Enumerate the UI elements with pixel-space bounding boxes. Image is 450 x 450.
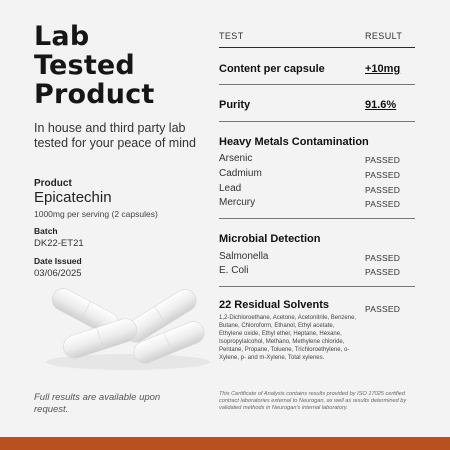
- product-label: Product: [34, 178, 72, 189]
- purity-value: 91.6%: [365, 99, 397, 111]
- page-title: [34, 22, 155, 109]
- intro-text: In house and third party lab tested for your peace of mind: [34, 121, 196, 150]
- disclaimer-text: This Certificate of Analysis contains results provided by ISO 17025 certified contract laboratories external to Neurogan, as well as results determined by validated methods in Neurogan's internal laboratory.: [219, 391, 407, 411]
- title-line-2: Tested: [34, 50, 135, 81]
- date-value: 03/06/2025: [34, 268, 82, 279]
- microbial-title: Microbial Detection: [219, 233, 321, 245]
- heavy-metals-title: Heavy Metals Contamination: [219, 136, 369, 148]
- product-name: Epicatechin: [34, 189, 112, 206]
- column-header-result: RESULT: [365, 31, 403, 41]
- divider: [219, 121, 415, 122]
- ecoli-result: PASSED: [365, 267, 401, 277]
- title-line-1: Lab: [34, 21, 90, 52]
- purity-label: Purity: [219, 99, 251, 111]
- content-value: +10mg: [365, 63, 401, 75]
- salmonella-label: Salmonella: [219, 251, 269, 262]
- product-serving: 1000mg per serving (2 capsules): [34, 209, 158, 219]
- arsenic-result: PASSED: [365, 155, 401, 165]
- ecoli-label: E. Coli: [219, 265, 249, 276]
- batch-value: DK22-ET21: [34, 238, 84, 249]
- lead-label: Lead: [219, 183, 242, 194]
- arsenic-label: Arsenic: [219, 153, 253, 164]
- divider: [219, 286, 415, 287]
- content-label: Content per capsule: [219, 63, 325, 75]
- divider: [219, 218, 415, 219]
- cadmium-label: Cadmium: [219, 168, 262, 179]
- mercury-result: PASSED: [365, 199, 401, 209]
- divider: [219, 84, 415, 85]
- header-divider: [219, 47, 415, 48]
- date-label: Date Issued: [34, 256, 82, 266]
- batch-label: Batch: [34, 226, 58, 236]
- cadmium-result: PASSED: [365, 170, 401, 180]
- salmonella-result: PASSED: [365, 253, 401, 263]
- accent-bar: [0, 437, 450, 450]
- solvents-list: 1,2-Dichloroethane, Acetone, Acetonitrile, Benzene, Butane, Chloroform, Ethanol, Ethyl acetate, Ethylene oxide, Ethyl ether, Heptane, Hexane, Isopropylalcohol, Methano, Methylene chloride, Pentane, Propane, Toluene, Trichloroethylene, o-Xylene, p- and m-Xylene, Total xylenes.: [219, 315, 357, 361]
- white-capsules-illustration: [40, 270, 215, 375]
- solvents-title: 22 Residual Solvents: [219, 299, 330, 311]
- lead-result: PASSED: [365, 185, 401, 195]
- title-line-3: Product: [34, 79, 155, 110]
- column-header-test: TEST: [219, 31, 244, 41]
- footnote-text: Full results are available upon request.: [34, 392, 161, 415]
- solvents-result: PASSED: [365, 304, 401, 314]
- mercury-label: Mercury: [219, 197, 256, 208]
